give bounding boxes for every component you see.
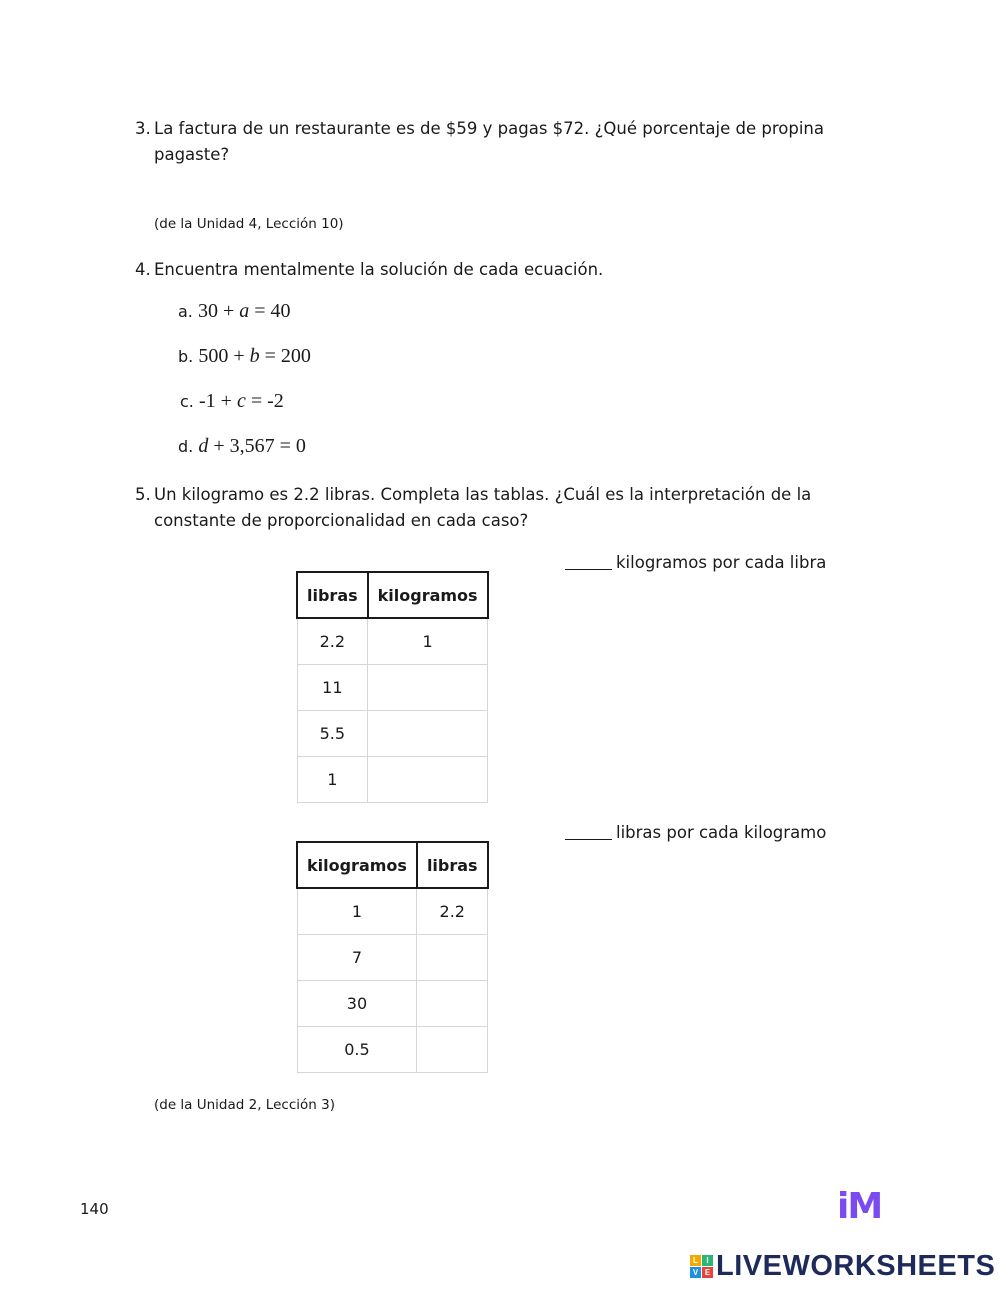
page-number: 140 bbox=[80, 1200, 109, 1218]
answer-cell[interactable] bbox=[417, 935, 488, 981]
table-2-answer: libras por cada kilogramo bbox=[565, 823, 826, 842]
table-cell: 1 bbox=[297, 888, 417, 935]
table-1-header-kilogramos: kilogramos bbox=[368, 572, 488, 618]
table-cell: 1 bbox=[297, 757, 368, 803]
table-cell: 11 bbox=[297, 665, 368, 711]
table-kilogramos-libras bbox=[296, 841, 489, 1073]
table-row bbox=[297, 711, 488, 757]
table-1-answer: kilogramos por cada libra bbox=[565, 553, 826, 572]
table-1-header-libras: libras bbox=[297, 572, 368, 618]
question-3-line-1: La factura de un restaurante es de $59 y pagas $72. ¿Qué porcentaje de propina bbox=[154, 119, 824, 138]
question-5-line-2: constante de proporcionalidad en cada caso? bbox=[154, 511, 529, 530]
question-5-line-1: Un kilogramo es 2.2 libras. Completa las tablas. ¿Cuál es la interpretación de la bbox=[154, 485, 812, 504]
equation-a: a. 30 + a = 40 bbox=[178, 300, 291, 322]
question-5-source: (de la Unidad 2, Lección 3) bbox=[154, 1097, 335, 1113]
liveworksheets-cubes-icon: L I V E bbox=[690, 1255, 713, 1278]
question-4-number: 4. bbox=[135, 260, 151, 279]
answer-cell[interactable] bbox=[368, 665, 488, 711]
table-row bbox=[297, 888, 488, 935]
table-2-header-kilogramos: kilogramos bbox=[297, 842, 417, 888]
table-row bbox=[297, 665, 488, 711]
answer-blank-2[interactable] bbox=[565, 823, 612, 840]
answer-cell[interactable] bbox=[368, 757, 488, 803]
liveworksheets-wordmark: LIVEWORKSHEETS bbox=[716, 1250, 996, 1282]
equation-b: b. 500 + b = 200 bbox=[178, 345, 311, 367]
table-cell: 2.2 bbox=[417, 888, 488, 935]
answer-cell[interactable] bbox=[417, 981, 488, 1027]
table-row bbox=[297, 618, 488, 665]
question-4-text: Encuentra mentalmente la solución de cada ecuación. bbox=[154, 260, 604, 279]
im-logo: iM bbox=[837, 1186, 882, 1227]
table-cell: 2.2 bbox=[297, 618, 368, 665]
table-2-header-libras: libras bbox=[417, 842, 488, 888]
table-cell: 7 bbox=[297, 935, 417, 981]
liveworksheets-logo bbox=[690, 1250, 995, 1283]
table-row bbox=[297, 757, 488, 803]
answer-blank-1[interactable] bbox=[565, 553, 612, 570]
table-cell: 0.5 bbox=[297, 1027, 417, 1073]
question-3-number: 3. bbox=[135, 119, 151, 138]
table-row bbox=[297, 981, 488, 1027]
table-libras-kilogramos bbox=[296, 571, 489, 803]
table-row bbox=[297, 1027, 488, 1073]
table-cell: 1 bbox=[368, 618, 488, 665]
question-3-source: (de la Unidad 4, Lección 10) bbox=[154, 216, 344, 232]
table-cell: 30 bbox=[297, 981, 417, 1027]
question-3-line-2: pagaste? bbox=[154, 145, 230, 164]
answer-cell[interactable] bbox=[368, 711, 488, 757]
table-cell: 5.5 bbox=[297, 711, 368, 757]
answer-cell[interactable] bbox=[417, 1027, 488, 1073]
equation-d: d. d + 3,567 = 0 bbox=[178, 435, 306, 457]
question-5-number: 5. bbox=[135, 485, 151, 504]
equation-c: c. -1 + c = -2 bbox=[180, 390, 284, 412]
table-row bbox=[297, 935, 488, 981]
